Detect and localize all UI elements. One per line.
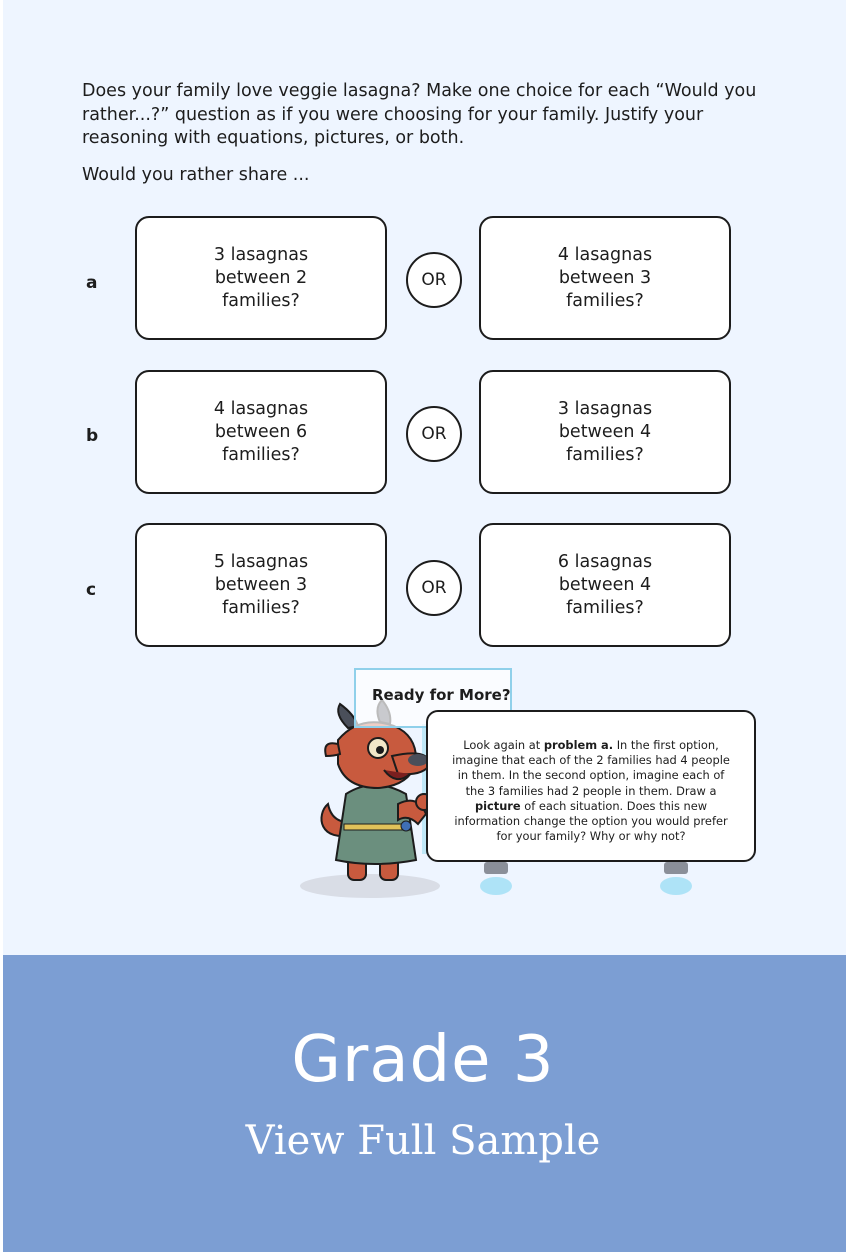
option-a-right [479,216,731,340]
ready-text-mid: In the first option, imagine that each of the 2 families had 4 people in them. In the second option, imagine each of the 3 families had 2 people in them. Draw a [452,738,730,798]
option-text: 4 lasagnas between 3 families? [557,244,653,311]
ready-board [426,710,756,862]
instructions: Does your family love veggie lasagna? Make one choice for each “Would you rather...?” question as if you were choosing for your family. Justify your reasoning with equations, pictures, or both. [82,81,757,148]
option-b-right [479,370,731,494]
or-badge: OR [406,406,462,462]
option-text: 3 lasagnas between 2 families? [213,244,309,311]
question-lead: Would you rather share ... [82,165,310,185]
option-b-left [135,370,387,494]
option-a-left [135,216,387,340]
ready-text-pre: Look again at [463,738,541,752]
or-badge: OR [406,252,462,308]
grade-title: Grade 3 [291,1023,555,1097]
row-label-c: c [86,580,97,600]
option-text: 6 lasagnas between 4 families? [557,551,653,618]
or-badge: OR [406,560,462,616]
ready-title: Ready for More? [372,686,511,704]
row-label-b: b [86,426,99,446]
option-text: 5 lasagnas between 3 families? [213,551,309,618]
row-label-a: a [86,273,98,293]
ready-text-problem: problem a. [543,738,614,752]
option-c-right [479,523,731,647]
ready-text-post: of each situation. Does this new information change the option you would prefer for your family? Why or why not? [454,798,728,844]
option-text: 4 lasagnas between 6 families? [213,398,309,465]
option-c-left [135,523,387,647]
ready-text-picture: picture [474,798,521,813]
option-text: 3 lasagnas between 4 families? [557,398,653,465]
grade-banner[interactable] [3,955,846,1252]
view-full-sample-link[interactable]: View Full Sample [245,1118,601,1164]
